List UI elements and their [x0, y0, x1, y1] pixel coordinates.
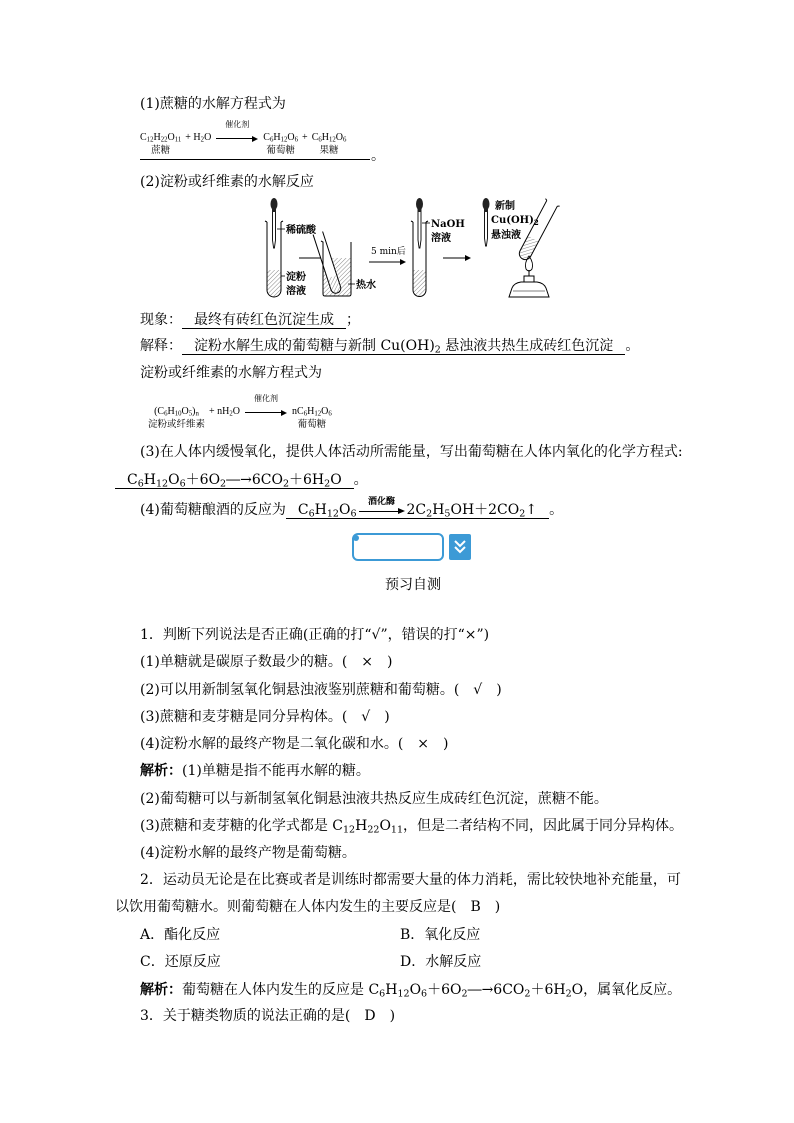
subscript: 12 [329, 136, 336, 144]
judgement-item: (3)蔗糖和麦芽糖是同分异构体。( √ ) [140, 709, 390, 725]
subscript: 12 [397, 988, 410, 1000]
dropper-3-stem [485, 212, 488, 246]
subscript: 6 [269, 136, 274, 144]
q1-analysis-line [140, 761, 370, 781]
chevron-down-icon [455, 541, 465, 546]
subscript: 12 [326, 508, 339, 520]
copper-hydroxide-formula: Cu(OH) [491, 215, 534, 226]
formula-text: H [143, 472, 156, 488]
eq-term-fructose [312, 119, 347, 157]
process-arrow-2-head [400, 259, 406, 265]
copper-hydroxide-subscript: 2 [533, 218, 539, 227]
formula-text: 葡萄糖在人体内发生的反应是 C [182, 982, 380, 998]
subscript: 12 [343, 824, 356, 836]
starch-hydrolysis-diagram [255, 196, 560, 302]
arrow-line [359, 511, 399, 512]
subscript: 2 [524, 988, 531, 1000]
phenomenon-answer: 最终有砖红色沉淀生成 [182, 312, 346, 329]
alcohol-lamp [509, 282, 549, 297]
sucrose-label: 蔗糖 [151, 146, 171, 156]
heated-test-tube [515, 199, 559, 263]
section-title: 预习自测 [385, 577, 441, 593]
option-c: C．还原反应 [140, 954, 221, 970]
formula-text: C [297, 502, 309, 518]
formula-text: H [273, 132, 281, 143]
formula-text: (C [154, 406, 165, 417]
formula-text: O [338, 502, 351, 518]
formula-text: ＋6H [289, 472, 325, 488]
arrow-line [216, 138, 253, 139]
arrow-head [398, 508, 405, 514]
arrow-line [245, 412, 282, 413]
analysis-text [182, 982, 681, 998]
subscript: 6 [303, 410, 308, 418]
question-3-text: (3)在人体内缓慢氧化，提供人体活动所需能量，写出葡萄糖在人体内氧化的化学方程式: [140, 444, 683, 460]
hot-water-label: 热水 [356, 280, 376, 291]
fructose-formula [312, 131, 347, 145]
subscript: 6 [318, 136, 322, 144]
subscript: 10 [174, 410, 182, 418]
catalyst-arrow [359, 497, 405, 520]
subscript: 2 [434, 344, 441, 356]
judgement-item: (1)单糖就是碳原子数最少的糖。( × ) [140, 654, 393, 670]
formula-text: 淀粉水解生成的葡萄糖与新制 Cu(OH) [194, 338, 435, 354]
option-a: A．酯化反应 [140, 927, 221, 943]
formula-text: (3)蔗糖和麦芽糖的化学式都是 C [140, 818, 343, 834]
subscript: 5 [444, 508, 451, 520]
formula-text: nC [292, 406, 304, 417]
q1-analysis-line [140, 816, 683, 836]
judgement-item: (2)可以用新制氢氧化铜悬浊液鉴别蔗糖和葡萄糖。( √ ) [140, 682, 502, 698]
subscript: 12 [314, 410, 322, 418]
plus-sign: + [302, 132, 308, 143]
formula-text: O [204, 132, 212, 143]
q1-analysis-line: (2)葡萄糖可以与新制氢氧化铜悬浊液共热反应生成砖红色沉淀，蔗糖不能。 [140, 791, 608, 807]
formula-text: O [232, 406, 241, 417]
solution-label: 溶液 [286, 286, 306, 297]
subscript: 6 [164, 410, 168, 418]
question-4-text: (4)葡萄糖酿酒的反应为 [140, 502, 286, 518]
starch-equation-title: 淀粉或纤维素的水解方程式为 [140, 365, 322, 381]
subscript: 6 [308, 508, 315, 520]
subscript: 2 [200, 136, 205, 144]
formula-text: 悬浊液共热生成砖红色沉淀 [440, 338, 614, 354]
formula-text: H [167, 406, 175, 417]
subscript: 6 [137, 478, 144, 490]
eq-term-water [185, 119, 211, 145]
fermentation-products [407, 502, 538, 518]
subscript: 6 [379, 988, 386, 1000]
formula-text: H [307, 406, 315, 417]
test-tube-3-liquid [414, 270, 426, 296]
formula-text: O [168, 472, 180, 488]
dropper-2-stem [418, 212, 421, 248]
eq-term-starch [148, 393, 205, 431]
formula-text: ＋6H [530, 982, 566, 998]
explanation-line [140, 336, 639, 356]
formula-text: ↑ [525, 502, 538, 518]
chevron-down-icon [455, 547, 465, 552]
formula-text: O [330, 472, 342, 488]
glucose-formula [292, 405, 332, 419]
starch-solution-liquid [268, 270, 281, 297]
option-d: D．水解反应 [400, 954, 482, 970]
glucose-formula [298, 502, 357, 518]
formula-text: O [181, 406, 189, 417]
catalyst-label: 催化剂 [225, 120, 250, 129]
dropper-1-bulb [271, 198, 278, 210]
subscript: 6 [294, 136, 299, 144]
fresh-label: 新制 [495, 201, 515, 212]
banner-chevron-badge [449, 534, 471, 560]
analysis-label: 解析： [140, 763, 182, 779]
subscript: 2 [519, 508, 526, 520]
formula-text: H [385, 982, 398, 998]
arrow-head [281, 410, 287, 416]
lamp-neck [524, 276, 534, 282]
formula-text: O，属氧化反应。 [571, 982, 682, 998]
formula-text: OH＋2CO [450, 502, 520, 518]
subscript: n [195, 410, 199, 418]
glucose-label: 葡萄糖 [297, 420, 327, 430]
formula-text: ) [192, 406, 196, 417]
explanation-label: 解释： [140, 338, 182, 354]
formula-text: O [335, 132, 344, 143]
process-arrow-3-head [465, 255, 471, 261]
formula-text: ＋6O [185, 472, 221, 488]
self-test-q3-stem: 3．关于糖类物质的说法正确的是( D ) [140, 1008, 396, 1024]
wait-time-label: 5 min后 [371, 247, 406, 257]
subscript: 22 [160, 136, 168, 144]
subscript: 6 [328, 410, 332, 418]
subscript: 6 [350, 508, 357, 520]
judgement-item: (4)淀粉水解的最终产物是二氧化碳和水。( × ) [140, 736, 449, 752]
eq-term-glucose [292, 393, 332, 431]
subscript: 12 [280, 136, 288, 144]
subscript: 2 [229, 410, 233, 418]
subscript: 5 [188, 410, 193, 418]
dilute-sulfuric-acid-label: 稀硫酸 [286, 225, 316, 236]
subscript: 22 [367, 824, 380, 836]
question-3-answer-line [115, 470, 368, 490]
formula-text: O [379, 818, 391, 834]
starch-cellulose-label: 淀粉或纤维素 [148, 420, 206, 430]
dropper-3-bulb [483, 198, 490, 210]
option-b: B．氧化反应 [400, 927, 481, 943]
eq-term-glucose [263, 119, 298, 157]
subscript: 2 [565, 988, 572, 1000]
glucose-formula [263, 131, 298, 145]
catalyst-label: 催化剂 [254, 394, 279, 403]
glucose-label: 葡萄糖 [266, 146, 295, 156]
banner-dot [353, 535, 359, 541]
water-formula [209, 405, 240, 419]
oxidation-equation-answer [115, 472, 354, 489]
formula-text: H [153, 132, 161, 143]
sucrose-formula [140, 131, 181, 145]
starch-hydrolysis-equation [148, 393, 336, 431]
starch-formula [154, 405, 199, 419]
question-2-title: (2)淀粉或纤维素的水解反应 [140, 174, 314, 190]
subscript: 11 [390, 824, 404, 836]
naoh-solution-label: 溶液 [431, 233, 451, 244]
section-banner-box [352, 533, 444, 561]
formula-text: C [263, 132, 270, 143]
answer-end: 。 [353, 472, 368, 488]
formula-text: C [311, 132, 319, 143]
subscript: 2 [220, 478, 227, 490]
formula-text: ―→6CO [226, 472, 283, 488]
dropper-2-neck [418, 209, 422, 212]
formula-text: C [127, 472, 138, 488]
formula-text: O [409, 982, 422, 998]
formula-text: O [287, 132, 295, 143]
q1-analysis-line: (4)淀粉水解的最终产物是葡萄糖。 [140, 845, 356, 861]
formula-text: O [321, 406, 329, 417]
arrow-shape [216, 131, 258, 145]
formula-text: C [140, 132, 147, 143]
dropper-3-neck [484, 209, 488, 212]
self-test-q1-stem: 1．判断下列说法是否正确(正确的打“√”，错误的打“×”) [140, 627, 490, 643]
formula-text: ＋6O [427, 982, 462, 998]
self-test-q2-stem: 2．运动员无论是在比赛或者是训练时都需要大量的体力消耗，需比较快地补充能量，可 [140, 872, 681, 888]
subscript: 6 [343, 136, 347, 144]
subscript: 12 [156, 478, 169, 490]
formula-text: + H [185, 132, 201, 143]
fructose-label: 果糖 [319, 146, 339, 156]
formula-text: O [167, 132, 175, 143]
dropper-2-bulb [416, 198, 423, 210]
water-formula [185, 131, 211, 145]
phenomenon-line [140, 310, 360, 330]
self-test-q2-stem-cont: 以饮用葡萄糖水。则葡萄糖在人体内发生的主要反应是( B ) [115, 899, 501, 915]
subscript: 2 [426, 508, 433, 520]
phenomenon-label: 现象： [140, 312, 182, 328]
double-chevron-down-icon [449, 534, 471, 560]
subscript: 12 [146, 136, 154, 144]
analysis-text: (1)单糖是指不能再水解的糖。 [182, 763, 370, 779]
zymase-label: 酒化酶 [367, 497, 395, 507]
naoh-label: NaOH [431, 219, 465, 230]
subscript: 6 [179, 478, 186, 490]
eq-term-water [209, 393, 240, 419]
suspension-label: 悬浊液 [491, 230, 521, 241]
eq-term-sucrose [140, 119, 181, 157]
explanation-end: 。 [625, 338, 640, 354]
formula-text: ―→6CO [467, 982, 525, 998]
fermentation-equation-answer [286, 497, 549, 520]
starch-label: 淀粉 [286, 272, 306, 283]
explanation-answer [182, 338, 625, 355]
question-4-line [140, 497, 564, 520]
dropper-1-neck [272, 209, 276, 212]
equation-end-period: 。 [371, 148, 385, 164]
q2-analysis-line [140, 980, 681, 1000]
formula-text: H [314, 502, 327, 518]
copper-hydroxide-label [491, 215, 539, 227]
phenomenon-end: ； [346, 312, 360, 328]
arrow-head [252, 136, 258, 142]
question-1-title: (1)蔗糖的水解方程式为 [140, 96, 286, 112]
answer-end: 。 [549, 502, 564, 518]
dropper-1-stem [273, 212, 276, 248]
formula-text: H [355, 818, 368, 834]
formula-text: H [432, 502, 445, 518]
reaction-arrow [244, 393, 288, 419]
subscript: 2 [324, 478, 331, 490]
arrow-shape [245, 405, 287, 419]
formula-text: ，但是二者结构不同，因此属于同分异构体。 [403, 818, 684, 834]
formula-text: H [321, 132, 329, 143]
eq-plus [302, 119, 308, 145]
subscript: 2 [461, 988, 468, 1000]
analysis-label: 解析： [140, 982, 182, 998]
subscript: 2 [282, 478, 289, 490]
subscript: 11 [174, 136, 182, 144]
reaction-arrow [215, 119, 259, 145]
subscript: 6 [421, 988, 428, 1000]
formula-text: 2C [406, 502, 427, 518]
formula-text: + nH [209, 406, 230, 417]
sucrose-hydrolysis-equation [140, 119, 370, 160]
